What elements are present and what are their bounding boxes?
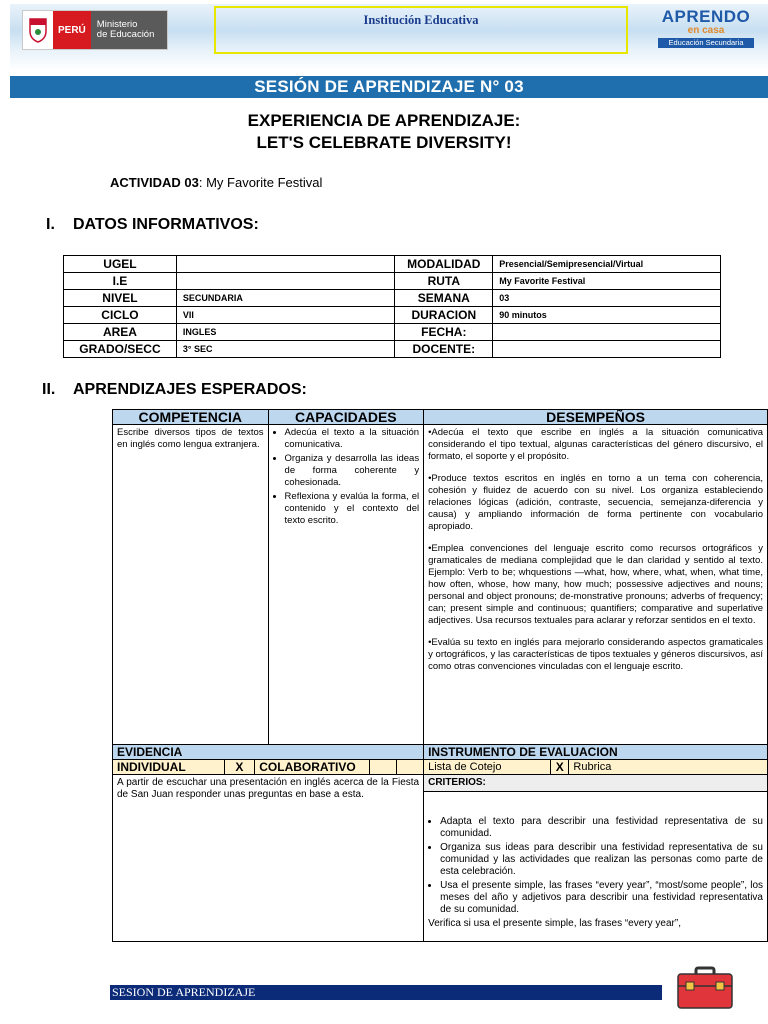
peru-label: PERÚ	[53, 11, 91, 49]
activity-line	[110, 175, 322, 190]
peru-ministry-logo	[22, 10, 168, 50]
colaborativo-label: COLABORATIVO	[255, 760, 370, 775]
evidencia-header: EVIDENCIA	[113, 745, 424, 760]
aprendizajes-table	[112, 409, 768, 942]
section-1-title: DATOS INFORMATIVOS:	[73, 216, 259, 233]
datos-label: GRADO/SECC	[64, 341, 177, 358]
datos-row	[64, 324, 721, 341]
en-casa-text: en casa	[687, 25, 725, 36]
footer-bar: SESION DE APRENDIZAJE	[110, 985, 662, 1000]
datos-row	[64, 290, 721, 307]
institution-box[interactable]: Institución Educativa	[214, 6, 628, 54]
datos-value[interactable]: INGLES	[176, 324, 394, 341]
section-2-title: APRENDIZAJES ESPERADOS:	[73, 381, 307, 398]
datos-label: AREA	[64, 324, 177, 341]
datos-label: DOCENTE:	[395, 341, 493, 358]
activity-text: : My Favorite Festival	[198, 175, 323, 190]
datos-informativos-table	[63, 255, 721, 358]
datos-label: I.E	[64, 273, 177, 290]
datos-value[interactable]: Presencial/Semipresencial/Virtual	[493, 256, 721, 273]
capacidad-item: • Reflexiona y evalúa la forma, el contenido y el contexto del texto escrito.	[285, 491, 420, 527]
datos-value[interactable]	[176, 273, 394, 290]
datos-row	[64, 341, 721, 358]
individual-label: INDIVIDUAL	[113, 760, 225, 775]
verifica-text: Verifica si usa el presente simple, las frases “every year”,	[428, 918, 681, 929]
datos-label: DURACION	[395, 307, 493, 324]
header-capacidades: CAPACIDADES	[268, 410, 424, 425]
datos-label: NIVEL	[64, 290, 177, 307]
ministry-name	[91, 11, 167, 49]
criterio-item: • Organiza sus ideas para describir una festividad representativa de su comunidad y las actividades que realizan las personas como parte de esta celebración.	[440, 842, 763, 878]
capacidades-list	[273, 427, 420, 527]
aprendo-en-casa-logo	[658, 8, 754, 48]
datos-label: CICLO	[64, 307, 177, 324]
section-2-number: II.	[42, 381, 56, 398]
experience-title	[0, 110, 768, 154]
capacidad-item: • Adecúa el texto a la situación comunicativa.	[285, 427, 420, 451]
evidencia-text: A partir de escuchar una presentación en inglés acerca de la Fiesta de San Juan responder unas preguntas en base a esta.	[113, 775, 424, 942]
desempeno-item: •Emplea convenciones del lenguaje escrito como recursos ortográficos y gramaticales de mediana complejidad que le dan claridad y sentido al texto. Ejemplo: Verb to be; whquestions —what, how, where, what, when, what time, how often, whose, how many, how much; possessive adjectives and nouns; personal and object pronouns; de-monstrative pronouns; adverbs of frequency; can; present simple and continuous; quantifiers; comparative and superlative adjectives. Usa recursos textuales para aclarar y reforzar sentidos en el texto.	[428, 543, 763, 626]
desempeno-item: •Produce textos escritos en inglés en torno a un tema con coherencia, cohesión y fluidez de acuerdo con su nivel. Los organiza estableciendo relaciones lógicas (adición, contraste, secuencia, semejanza-diferencia y causa) y ampliando información de forma pertinente con vocabulario apropiado.	[428, 473, 763, 532]
datos-row	[64, 307, 721, 324]
criterios-list	[428, 816, 763, 916]
activity-label: ACTIVIDAD 03	[110, 175, 199, 190]
datos-value[interactable]: 90 minutos	[493, 307, 721, 324]
datos-row	[64, 256, 721, 273]
rubrica-label: Rubrica	[569, 760, 768, 775]
desempenos-cell	[424, 425, 768, 745]
datos-label: MODALIDAD	[395, 256, 493, 273]
desempeno-item: •Adecúa el texto que escribe en inglés a la situación comunicativa considerando el tipo textual, algunas características del género discursivo, el formato, el soporte y el propósito.	[428, 427, 763, 462]
capacidades-cell	[268, 425, 424, 745]
briefcase-icon	[676, 966, 734, 1010]
datos-value[interactable]	[493, 324, 721, 341]
lista-cotejo-mark[interactable]: X	[551, 760, 569, 775]
datos-row	[64, 273, 721, 290]
colaborativo-mark[interactable]	[369, 760, 397, 775]
ministry-line-1: Ministerio	[96, 19, 138, 30]
criterio-item: • Usa el presente simple, las frases “every year”, “most/some people”, los meses del año y adjetivos para describir una festividad representativa de su comunidad.	[440, 880, 763, 916]
experience-line-1: EXPERIENCIA DE APRENDIZAJE:	[247, 111, 521, 130]
datos-label: RUTA	[395, 273, 493, 290]
educacion-secundaria-text: Educación Secundaria	[658, 38, 754, 48]
datos-value[interactable]: My Favorite Festival	[493, 273, 721, 290]
session-title: SESIÓN DE APRENDIZAJE N° 03	[10, 76, 768, 98]
criterios-label: CRITERIOS:	[424, 775, 768, 792]
criterio-item: • Adapta el texto para describir una festividad representativa de su comunidad.	[440, 816, 763, 840]
datos-label: FECHA:	[395, 324, 493, 341]
header-competencia: COMPETENCIA	[113, 410, 269, 425]
datos-value[interactable]: 3° SEC	[176, 341, 394, 358]
lista-cotejo-label: Lista de Cotejo	[424, 760, 551, 775]
desempeno-item: •Evalúa su texto en inglés para mejorarlo considerando aspectos gramaticales y ortográficos, y las características de tipos textuales y géneros discursivos, así como otras convenciones vinculadas con el lenguaje escrito.	[428, 637, 763, 672]
competencia-cell: Escribe diversos tipos de textos en inglés como lengua extranjera.	[113, 425, 269, 745]
instrumento-header: INSTRUMENTO DE EVALUACION	[424, 745, 768, 760]
datos-value[interactable]: VII	[176, 307, 394, 324]
datos-value[interactable]	[493, 341, 721, 358]
section-1-number: I.	[46, 216, 55, 233]
datos-label: UGEL	[64, 256, 177, 273]
datos-value[interactable]: SECUNDARIA	[176, 290, 394, 307]
capacidad-item: • Organiza y desarrolla las ideas de forma coherente y cohesionada.	[285, 453, 420, 489]
experience-line-2: LET'S CELEBRATE DIVERSITY!	[256, 133, 512, 152]
criterios-cell	[424, 792, 768, 942]
peru-shield-icon	[23, 11, 53, 49]
individual-mark[interactable]: X	[224, 760, 255, 775]
aprendo-text: APRENDO	[661, 7, 751, 26]
colaborativo-extra	[397, 760, 424, 775]
datos-label: SEMANA	[395, 290, 493, 307]
ministry-line-2: de Educación	[96, 29, 155, 40]
datos-value[interactable]: 03	[493, 290, 721, 307]
header-desempenos: DESEMPEÑOS	[424, 410, 768, 425]
datos-value[interactable]	[176, 256, 394, 273]
